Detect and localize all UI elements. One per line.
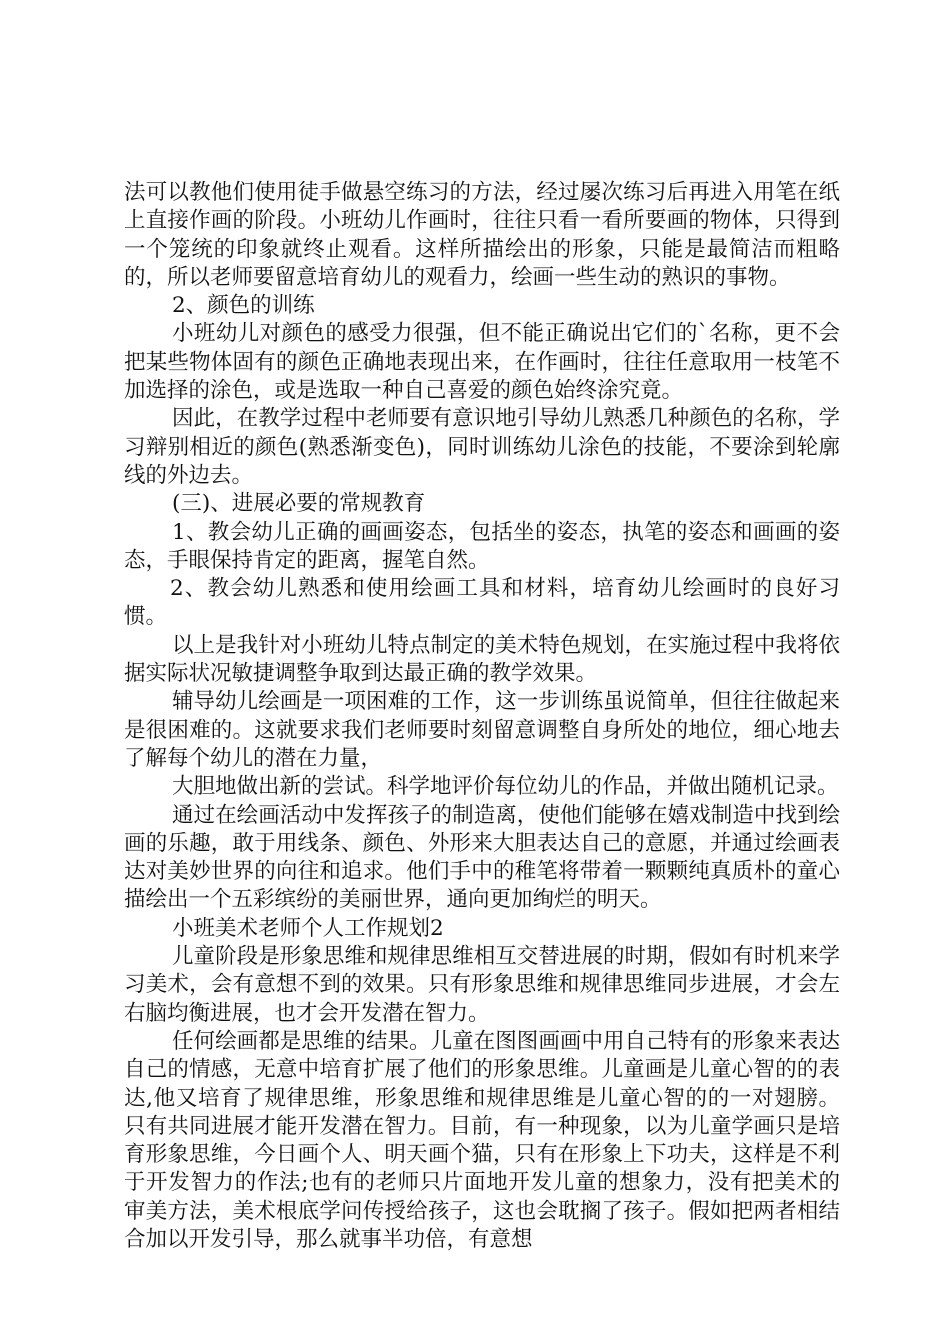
- paragraph: 1、教会幼儿正确的画画姿态，包括坐的姿态，执笔的姿态和画画的姿态，手眼保持肯定的距离，握笔自然。: [124, 519, 840, 573]
- paragraph: 任何绘画都是思维的结果。儿童在图图画画中用自己特有的形象来表达自己的情感，无意中培育扩展了他们的形象思维。儿童画是儿童心智的的表达,他又培育了规律思维，形象思维和规律思维是儿童心智的的一对翅膀。只有共同进展才能开发潜在智力。目前，有一种现象，以为儿童学画只是培育形象思维，今日画个人、明天画个猫，只有在形象上下功夫，这样是不利于开发智力的作法;也有的老师只片面地开发儿童的想象力，没有把美术的审美方法，美术根底学问传授给孩子，这也会耽搁了孩子。假如把两者相结合加以开发引导，那么就事半功倍，有意想: [124, 1028, 840, 1252]
- document-body: [124, 179, 840, 1254]
- paragraph: 大胆地做出新的尝试。科学地评价每位幼儿的作品，并做出随机记录。: [172, 774, 839, 800]
- paragraph: 以上是我针对小班幼儿特点制定的美术特色规划，在实施过程中我将依据实际状况敏捷调整争取到达最正确的教学效果。: [124, 632, 840, 687]
- section-heading: 小班美术老师个人工作规划2: [172, 915, 444, 941]
- paragraph: 辅导幼儿绘画是一项困难的工作，这一步训练虽说简单，但往往做起来是很困难的。这就要求我们老师要时刻留意调整自身所处的地位，细心地去了解每个幼儿的潜在力量，: [124, 689, 840, 771]
- paragraph: 通过在绘画活动中发挥孩子的制造离，使他们能够在嬉戏制造中找到绘画的乐趣，敢于用线条、颜色、外形来大胆表达自己的意愿，并通过绘画表达对美妙世界的向往和追求。他们手中的稚笔将带着一颗颗纯真质朴的童心描绘出一个五彩缤纷的美丽世界，通向更加绚烂的明天。: [124, 802, 840, 913]
- paragraph: 法可以教他们使用徒手做悬空练习的方法，经过屡次练习后再进入用笔在纸上直接作画的阶段。小班幼儿作画时，往往只看一看所要画的物体，只得到一个笼统的印象就终止观看。这样所描绘出的形象，只能是最简洁而粗略的，所以老师要留意培育幼儿的观看力，绘画一些生动的熟识的事物。: [124, 180, 840, 290]
- section-heading: 2、颜色的训练: [172, 293, 315, 319]
- paragraph: 因此，在教学过程中老师要有意识地引导幼儿熟悉几种颜色的名称，学习辩别相近的颜色(熟悉渐变色)，同时训练幼儿涂色的技能，不要涂到轮廓线的外边去。: [124, 406, 840, 488]
- section-heading: (三)、进展必要的常规教育: [172, 491, 426, 517]
- paragraph: 2、教会幼儿熟悉和使用绘画工具和材料，培育幼儿绘画时的良好习惯。: [124, 576, 840, 630]
- paragraph: 儿童阶段是形象思维和规律思维相互交替进展的时期，假如有时机来学习美术，会有意想不到的效果。只有形象思维和规律思维同步进展，才会左右脑均衡进展，也才会开发潜在智力。: [124, 944, 840, 1026]
- paragraph: 小班幼儿对颜色的感受力很强，但不能正确说出它们的`名称，更不会把某些物体固有的颜色正确地表现出来，在作画时，往往任意取用一枝笔不加选择的涂色，或是选取一种自己喜爱的颜色始终涂究竟。: [124, 321, 840, 404]
